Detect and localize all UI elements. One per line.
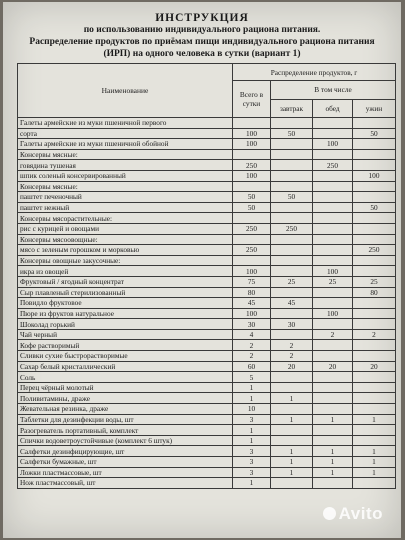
row-name: сорта (18, 128, 233, 139)
row-dinner (353, 404, 396, 415)
row-lunch (313, 319, 353, 330)
row-breakfast (271, 139, 313, 150)
row-lunch (313, 213, 353, 224)
row-dinner: 1 (353, 446, 396, 457)
row-dinner (353, 149, 396, 160)
row-breakfast (271, 213, 313, 224)
row-lunch: 1 (313, 446, 353, 457)
row-dinner: 2 (353, 329, 396, 340)
row-breakfast: 2 (271, 340, 313, 351)
row-total: 4 (233, 329, 271, 340)
table-row (18, 128, 396, 139)
row-total: 80 (233, 287, 271, 298)
table-row (18, 404, 396, 415)
row-total: 75 (233, 276, 271, 287)
row-lunch: 2 (313, 329, 353, 340)
row-dinner: 250 (353, 245, 396, 256)
row-total: 50 (233, 202, 271, 213)
table-row (18, 118, 396, 129)
row-name: Сливки сухие быстрорастворимые (18, 351, 233, 362)
row-dinner (353, 478, 396, 489)
row-name: Сыр плавленый стерилизованный (18, 287, 233, 298)
row-dinner (353, 266, 396, 277)
table-row (18, 181, 396, 192)
row-name: Разогреватель портативный, комплект (18, 425, 233, 436)
header-including: В том числе (271, 81, 396, 100)
title-line-3: Распределение продуктов по приёмам пищи индивидуального рациона питания (29, 37, 375, 47)
row-name: Консервы овощные закусочные: (18, 255, 233, 266)
row-total: 30 (233, 319, 271, 330)
row-total: 100 (233, 308, 271, 319)
row-breakfast: 1 (271, 393, 313, 404)
row-dinner (353, 255, 396, 266)
row-breakfast (271, 245, 313, 256)
row-name: Шоколад горький (18, 319, 233, 330)
title-line-2: по использованию индивидуального рациона питания. (83, 25, 321, 35)
avito-logo-icon (323, 507, 336, 520)
table-row (18, 266, 396, 277)
row-name: Салфетки бумажные, шт (18, 457, 233, 468)
title-line-4: (ИРП) на одного человека в сутки (вариант 1) (103, 49, 301, 59)
row-dinner (353, 340, 396, 351)
row-lunch (313, 372, 353, 383)
row-total (233, 255, 271, 266)
row-name: паштет нежный (18, 202, 233, 213)
row-lunch (313, 351, 353, 362)
row-dinner (353, 393, 396, 404)
row-name: Ложки пластмассовые, шт (18, 467, 233, 478)
row-name: рис с курицей и овощами (18, 223, 233, 234)
watermark-text: Avito (338, 504, 383, 523)
row-name: шпик соленый консервированный (18, 170, 233, 181)
row-dinner (353, 382, 396, 393)
table-row (18, 170, 396, 181)
row-total: 2 (233, 340, 271, 351)
table-row (18, 329, 396, 340)
row-name: Соль (18, 372, 233, 383)
row-total: 1 (233, 425, 271, 436)
row-lunch (313, 192, 353, 203)
row-total: 60 (233, 361, 271, 372)
row-lunch: 1 (313, 457, 353, 468)
row-total: 100 (233, 266, 271, 277)
row-lunch (313, 118, 353, 129)
header-dinner: ужин (353, 99, 396, 118)
row-total: 3 (233, 446, 271, 457)
row-dinner (353, 319, 396, 330)
row-lunch (313, 149, 353, 160)
table-row (18, 202, 396, 213)
row-total: 1 (233, 435, 271, 446)
row-lunch (313, 393, 353, 404)
row-lunch (313, 234, 353, 245)
row-breakfast (271, 234, 313, 245)
row-total: 5 (233, 372, 271, 383)
row-name: Пюре из фруктов натуральное (18, 308, 233, 319)
row-breakfast (271, 181, 313, 192)
row-total (233, 149, 271, 160)
table-row (18, 319, 396, 330)
table-row (18, 478, 396, 489)
row-name: Чай черный (18, 329, 233, 340)
row-lunch (313, 223, 353, 234)
row-total (233, 181, 271, 192)
table-row (18, 139, 396, 150)
header-lunch: обед (313, 99, 353, 118)
row-total: 45 (233, 298, 271, 309)
table-row (18, 435, 396, 446)
table-row (18, 382, 396, 393)
row-total: 3 (233, 467, 271, 478)
row-dinner (353, 118, 396, 129)
row-lunch: 250 (313, 160, 353, 171)
row-name: Поливитамины, драже (18, 393, 233, 404)
header-breakfast: завтрак (271, 99, 313, 118)
row-dinner (353, 213, 396, 224)
row-name: Нож пластмассовый, шт (18, 478, 233, 489)
row-lunch: 25 (313, 276, 353, 287)
row-total (233, 234, 271, 245)
title-line-1: ИНСТРУКЦИЯ (155, 12, 249, 24)
row-dinner: 20 (353, 361, 396, 372)
row-dinner (353, 223, 396, 234)
row-breakfast (271, 478, 313, 489)
row-dinner (353, 298, 396, 309)
row-name: мясо с зеленым горошком и морковью (18, 245, 233, 256)
row-total: 1 (233, 382, 271, 393)
row-breakfast: 25 (271, 276, 313, 287)
row-breakfast: 1 (271, 414, 313, 425)
row-total: 100 (233, 128, 271, 139)
row-dinner (353, 181, 396, 192)
row-breakfast: 2 (271, 351, 313, 362)
row-name: Сахар белый кристаллический (18, 361, 233, 372)
row-name: Перец чёрный молотый (18, 382, 233, 393)
row-breakfast (271, 287, 313, 298)
row-breakfast (271, 372, 313, 383)
table-row (18, 223, 396, 234)
row-lunch: 1 (313, 467, 353, 478)
row-lunch (313, 287, 353, 298)
row-dinner: 1 (353, 457, 396, 468)
row-total: 10 (233, 404, 271, 415)
row-lunch (313, 404, 353, 415)
table-row (18, 160, 396, 171)
row-dinner (353, 425, 396, 436)
row-lunch (313, 255, 353, 266)
row-lunch (313, 245, 353, 256)
row-total: 250 (233, 245, 271, 256)
row-breakfast: 20 (271, 361, 313, 372)
row-total: 100 (233, 170, 271, 181)
row-breakfast: 1 (271, 457, 313, 468)
table-row (18, 467, 396, 478)
table-row (18, 414, 396, 425)
row-breakfast (271, 329, 313, 340)
row-name: Кофе растворимый (18, 340, 233, 351)
row-lunch (313, 425, 353, 436)
row-breakfast (271, 435, 313, 446)
row-breakfast (271, 425, 313, 436)
table-row (18, 340, 396, 351)
header-distribution: Распределение продуктов, г (233, 64, 396, 81)
row-total (233, 118, 271, 129)
row-name: Галеты армейские из муки пшеничной обойной (18, 139, 233, 150)
row-lunch: 100 (313, 308, 353, 319)
row-name: Консервы мясные: (18, 149, 233, 160)
table-row (18, 372, 396, 383)
row-dinner: 1 (353, 467, 396, 478)
row-lunch (313, 181, 353, 192)
row-dinner (353, 308, 396, 319)
row-lunch: 1 (313, 414, 353, 425)
header-total: Всего в сутки (233, 81, 271, 118)
document-title (3, 12, 401, 60)
row-breakfast: 250 (271, 223, 313, 234)
row-name: Таблетки для дезинфекции воды, шт (18, 414, 233, 425)
table-row (18, 298, 396, 309)
header-name: Наименование (18, 64, 233, 118)
row-lunch (313, 478, 353, 489)
ration-table (17, 63, 396, 489)
row-breakfast (271, 149, 313, 160)
row-name: икра из овощей (18, 266, 233, 277)
row-breakfast (271, 118, 313, 129)
table-body (18, 118, 396, 489)
row-name: Салфетки дезинфицирующие, шт (18, 446, 233, 457)
row-dinner: 100 (353, 170, 396, 181)
row-dinner (353, 139, 396, 150)
table-row (18, 457, 396, 468)
row-dinner (353, 234, 396, 245)
row-lunch (313, 202, 353, 213)
row-total: 100 (233, 139, 271, 150)
row-lunch: 20 (313, 361, 353, 372)
row-breakfast: 45 (271, 298, 313, 309)
table-row (18, 446, 396, 457)
row-lunch (313, 435, 353, 446)
row-lunch (313, 170, 353, 181)
row-breakfast: 30 (271, 319, 313, 330)
row-name: Консервы мясные: (18, 181, 233, 192)
row-breakfast (271, 160, 313, 171)
row-breakfast (271, 202, 313, 213)
row-dinner: 80 (353, 287, 396, 298)
table-row (18, 393, 396, 404)
row-dinner: 50 (353, 202, 396, 213)
table-row (18, 351, 396, 362)
row-dinner: 25 (353, 276, 396, 287)
row-breakfast (271, 266, 313, 277)
row-breakfast: 50 (271, 192, 313, 203)
row-total: 3 (233, 457, 271, 468)
row-total: 250 (233, 160, 271, 171)
row-dinner (353, 160, 396, 171)
row-breakfast (271, 308, 313, 319)
row-breakfast: 50 (271, 128, 313, 139)
table-row (18, 255, 396, 266)
table-row (18, 425, 396, 436)
row-dinner (353, 192, 396, 203)
row-name: Повидло фруктовое (18, 298, 233, 309)
row-lunch (313, 340, 353, 351)
row-dinner (353, 351, 396, 362)
row-breakfast: 1 (271, 446, 313, 457)
row-name: Консервы мясорастительные: (18, 213, 233, 224)
row-name: Фруктовый / ягодный концентрат (18, 276, 233, 287)
document-page (3, 2, 401, 538)
row-lunch: 100 (313, 266, 353, 277)
row-lunch (313, 382, 353, 393)
table-row (18, 308, 396, 319)
row-total: 1 (233, 393, 271, 404)
row-name: Жевательная резинка, драже (18, 404, 233, 415)
table-row (18, 234, 396, 245)
row-name: Галеты армейские из муки пшеничной первого (18, 118, 233, 129)
row-name: говядина тушеная (18, 160, 233, 171)
row-breakfast: 1 (271, 467, 313, 478)
row-total (233, 213, 271, 224)
row-breakfast (271, 170, 313, 181)
row-breakfast (271, 404, 313, 415)
row-lunch (313, 298, 353, 309)
row-total: 1 (233, 478, 271, 489)
row-total: 3 (233, 414, 271, 425)
row-dinner: 1 (353, 414, 396, 425)
avito-watermark (323, 504, 383, 524)
row-lunch (313, 128, 353, 139)
row-breakfast (271, 382, 313, 393)
row-lunch: 100 (313, 139, 353, 150)
row-total: 250 (233, 223, 271, 234)
table-row (18, 192, 396, 203)
row-name: Спички водоветроустойчивые (комплект 6 штук) (18, 435, 233, 446)
row-total: 50 (233, 192, 271, 203)
table-row (18, 245, 396, 256)
table-row (18, 149, 396, 160)
row-name: паштет печеночный (18, 192, 233, 203)
table-row (18, 276, 396, 287)
table-row (18, 213, 396, 224)
table-row (18, 361, 396, 372)
row-dinner: 50 (353, 128, 396, 139)
table-row (18, 287, 396, 298)
row-total: 2 (233, 351, 271, 362)
row-dinner (353, 372, 396, 383)
row-name: Консервы мясоовощные: (18, 234, 233, 245)
row-dinner (353, 435, 396, 446)
row-breakfast (271, 255, 313, 266)
